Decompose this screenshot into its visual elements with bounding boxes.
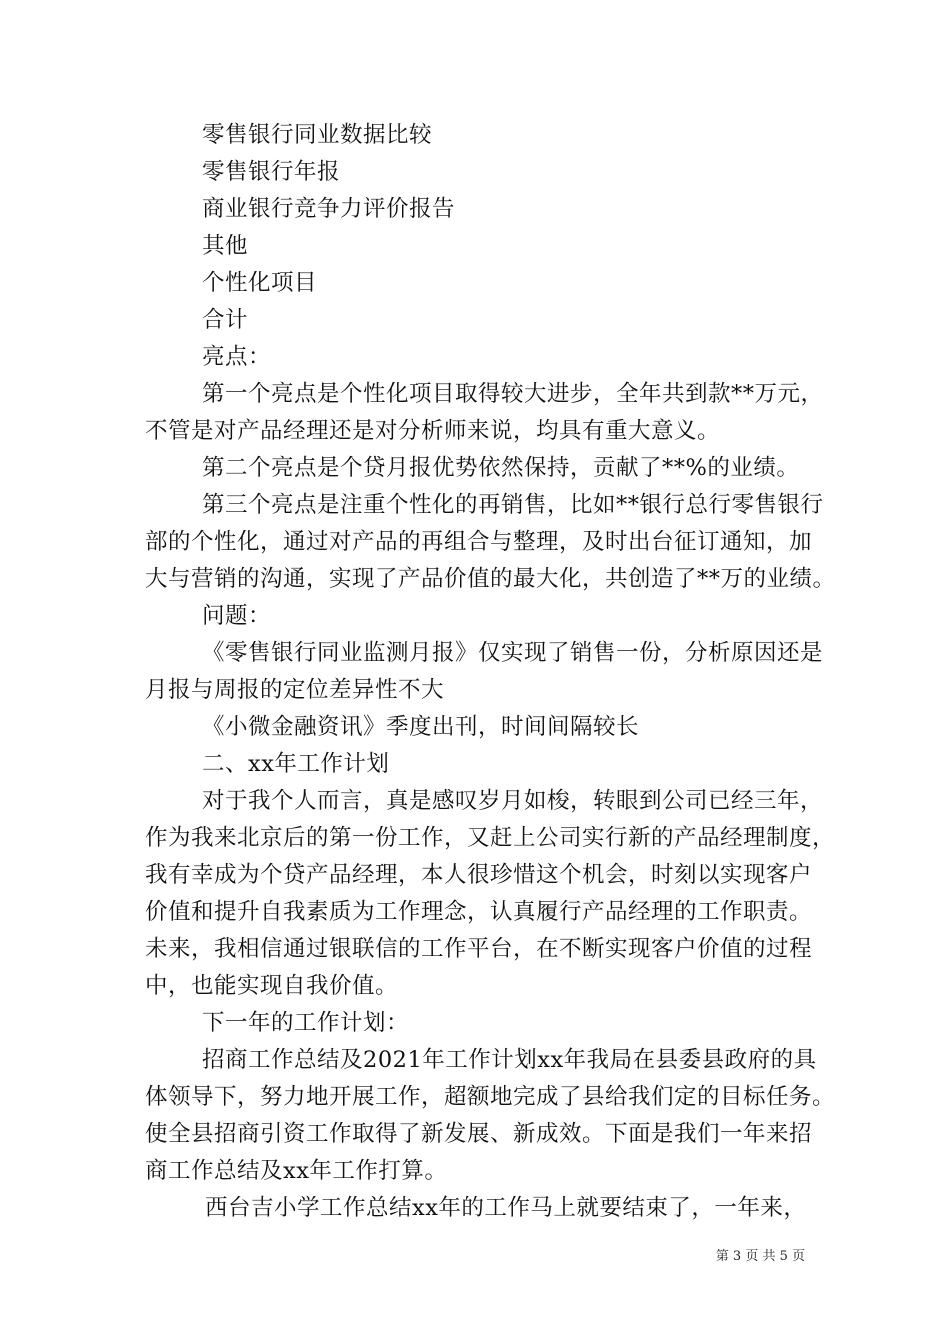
text-line: 招商工作总结及2021年工作计划xx年我局在县委县政府的具 [202, 1047, 817, 1073]
text-line: 我有幸成为个贷产品经理，本人很珍惜这个机会，时刻以实现客户 [145, 862, 813, 888]
text-line: 体领导下，努力地开展工作，超额地完成了县给我们定的目标任务。 [145, 1084, 836, 1110]
text-line: 大与营销的沟通，实现了产品价值的最大化，共创造了**万的业绩。 [145, 566, 836, 592]
text-line: 《小微金融资讯》季度出刊，时间间隔较长 [202, 714, 640, 740]
text-line: 合计 [202, 307, 249, 333]
text-line: 未来，我相信通过银联信的工作平台，在不断实现客户价值的过程 [145, 936, 813, 962]
text-line: 商业银行竞争力评价报告 [202, 196, 456, 222]
text-line: 零售银行同业数据比较 [202, 122, 433, 148]
text-line: 第一个亮点是个性化项目取得较大进步，全年共到款**万元， [202, 381, 824, 407]
text-line: 个性化项目 [202, 270, 318, 296]
text-line: 问题： [202, 603, 272, 629]
text-line: 价值和提升自我素质为工作理念，认真履行产品经理的工作职责。 [145, 899, 813, 925]
text-line: 使全县招商引资工作取得了新发展、新成效。下面是我们一年来招 [145, 1121, 813, 1147]
text-line: 《零售银行同业监测月报》仅实现了销售一份，分析原因还是 [202, 640, 824, 666]
text-line: 下一年的工作计划： [202, 1010, 410, 1036]
page-number-footer: 第 3 页 共 5 页 [715, 1249, 805, 1264]
text-line: 作为我来北京后的第一份工作，又赶上公司实行新的产品经理制度， [145, 825, 836, 851]
text-line: 第二个亮点是个贷月报优势依然保持，贡献了**%的业绩。 [202, 455, 800, 481]
text-line: 第三个亮点是注重个性化的再销售，比如**银行总行零售银行 [202, 492, 824, 518]
text-line: 西台吉小学工作总结xx年的工作马上就要结束了，一年来， [205, 1195, 807, 1221]
text-line: 亮点： [202, 344, 272, 370]
text-line: 商工作总结及xx年工作打算。 [145, 1158, 448, 1184]
text-line: 零售银行年报 [202, 159, 341, 185]
text-line: 中，也能实现自我价值。 [145, 973, 399, 999]
text-line: 月报与周报的定位差异性不大 [145, 677, 445, 703]
text-line: 不管是对产品经理还是对分析师来说，均具有重大意义。 [145, 418, 721, 444]
document-body [145, 117, 836, 1227]
text-line: 二、xx年工作计划 [202, 751, 390, 777]
text-line: 其他 [202, 233, 249, 259]
text-line: 对于我个人而言，真是感叹岁月如梭，转眼到公司已经三年， [202, 788, 824, 814]
text-line: 部的个性化，通过对产品的再组合与整理，及时出台征订通知，加 [145, 529, 813, 555]
